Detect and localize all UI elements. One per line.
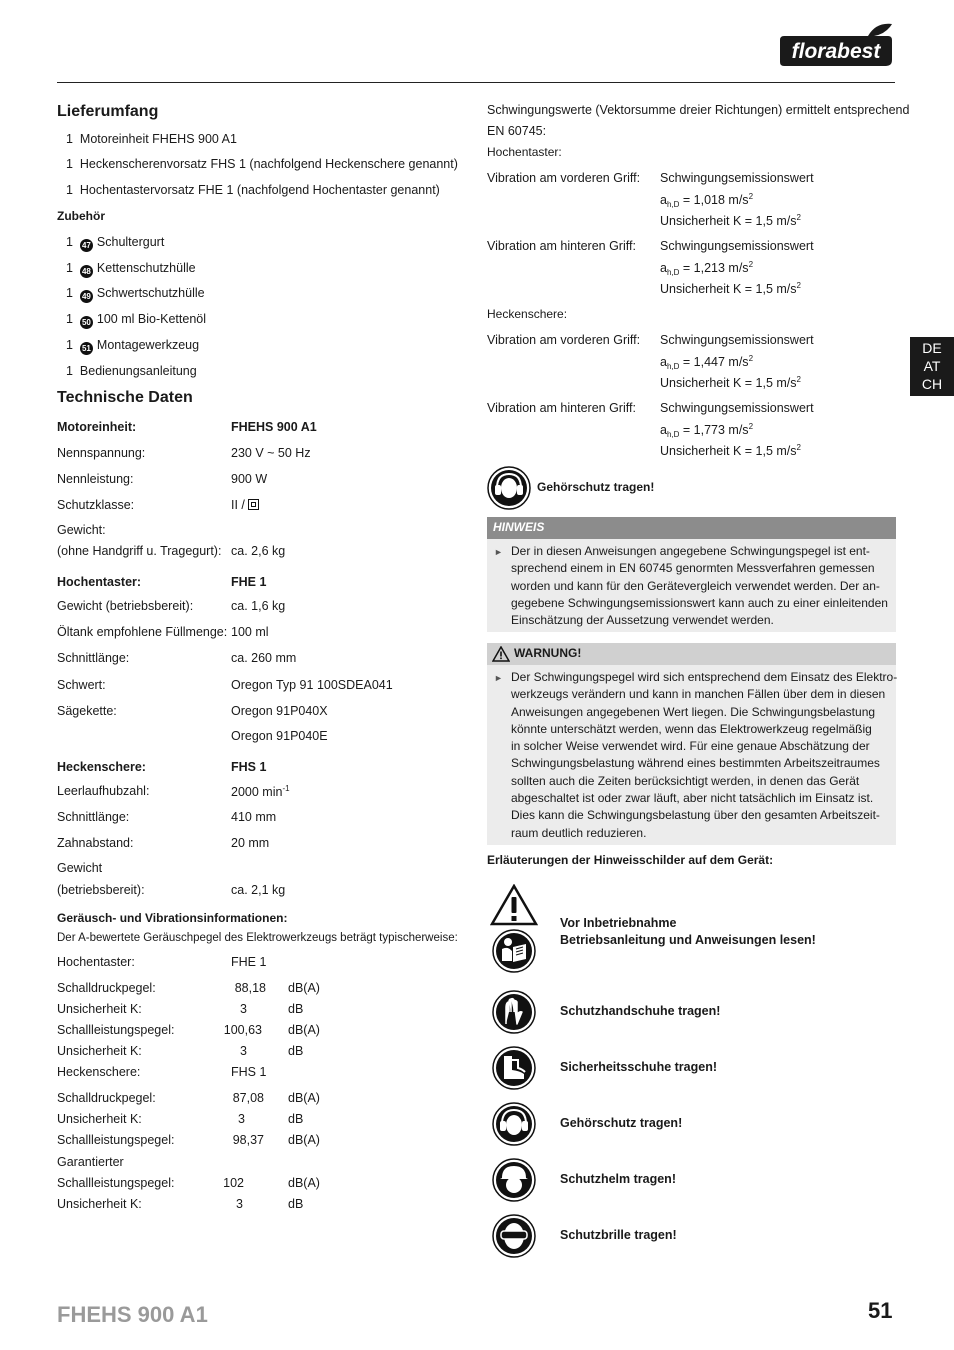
read-manual-icon — [492, 929, 536, 973]
spec-key: Gewicht (betriebsbereit): — [57, 599, 194, 613]
spec-key: Schutzklasse: — [57, 498, 135, 512]
bullet-arrow-icon: ► — [494, 547, 503, 557]
logo-text: florabest — [791, 40, 881, 63]
noise-unit: dB — [288, 1112, 304, 1126]
noise-key: Schallleistungspegel: — [57, 1023, 175, 1037]
helmet-icon — [492, 1158, 536, 1202]
noise-number: 3 — [240, 1044, 247, 1058]
list-item: 1 47 Schultergurt — [66, 235, 165, 250]
spec-key: Leerlaufhubzahl: — [57, 784, 150, 798]
item-number-badge: 48 — [80, 265, 93, 278]
header-rule — [57, 82, 895, 83]
gloves-label: Schutzhandschuhe tragen! — [560, 1004, 721, 1018]
spec-value: Oregon 91P040X — [231, 704, 328, 718]
noise-number: 100,63 — [223, 1023, 262, 1037]
item-number-badge: 51 — [80, 342, 93, 355]
noise-key: Unsicherheit K: — [57, 1112, 142, 1126]
vibration-uncertainty: Unsicherheit K = 1,5 $m/s^2$ — [660, 375, 801, 390]
spec-value: 410 mm — [231, 810, 277, 824]
spec-key: Zahnabstand: — [57, 836, 134, 850]
noise-number: 3 — [236, 1197, 243, 1211]
spec-value: 230 V ~ 50 Hz — [231, 446, 311, 460]
ears-label: Gehörschutz tragen! — [560, 1116, 683, 1130]
noise-key: Schalldruckpegel: — [57, 1091, 156, 1105]
spec-key: Schwert: — [57, 678, 106, 692]
boots-label: Sicherheitsschuhe tragen! — [560, 1060, 717, 1074]
spec-key: Schnittlänge: — [57, 651, 130, 665]
spec-value: Oregon Typ 91 100SDEA041 — [231, 678, 393, 692]
vibration-intro-2: EN 60745: — [487, 124, 547, 138]
list-item: 1 Heckenscherenvorsatz FHS 1 (nachfolgend Heckenschere genannt) — [66, 157, 458, 171]
spec-key: Nennspannung: — [57, 446, 146, 460]
vibration-intro: Schwingungswerte (Vektorsumme dreier Richtungen) ermittelt entsprechend — [487, 103, 910, 117]
spec-value: 100 ml — [231, 625, 269, 639]
spec-key: Schnittlänge: — [57, 810, 130, 824]
fhe-label: Hochentaster: — [57, 575, 142, 589]
noise-section-value: FHE 1 — [231, 955, 267, 969]
item-number-badge: 47 — [80, 239, 93, 252]
lieferumfang-title: Lieferumfang — [57, 103, 159, 120]
noise-key: Garantierter — [57, 1155, 124, 1169]
vibration-uncertainty: Unsicherheit K = 1,5 $m/s^2$ — [660, 443, 801, 458]
item-number-badge: 50 — [80, 316, 93, 329]
ear-protection-icon — [487, 466, 531, 510]
noise-unit: dB — [288, 1044, 304, 1058]
language-tab — [910, 337, 954, 396]
noise-number: 87,08 — [232, 1091, 264, 1105]
noise-key: Schallleistungspegel: — [57, 1176, 175, 1190]
list-item: 1 Bedienungsanleitung — [66, 364, 197, 378]
motor-value: FHEHS 900 A1 — [231, 420, 317, 434]
warnung-title: WARNUNG! — [514, 646, 582, 660]
signs-title: Erläuterungen der Hinweisschilder auf dem Gerät: — [487, 853, 774, 867]
ear-protection-label: Gehörschutz tragen! — [537, 480, 655, 494]
list-item: 1 50 100 ml Bio-Kettenöl — [66, 312, 206, 327]
list-item: 1 48 Kettenschutzhülle — [66, 261, 196, 276]
spec-value: ca. 2,1 kg — [231, 883, 286, 897]
technische-daten-title: Technische Daten — [57, 389, 193, 406]
vibration-label: Schwingungsemissionswert — [660, 333, 814, 347]
read-manual-label-1: Vor Inbetriebnahme — [560, 916, 677, 930]
protection-class-icon — [248, 499, 259, 510]
fhe-value: FHE 1 — [231, 575, 267, 589]
hinweis-text: Der in diesen Anweisungen angegebene Schwingungspegel ist ent- sprechend einem in EN 60745 genormten Messverfahren gemessen worden und kann für den Gerätevergleich verwendet werden. Der an- gegebene Schwingungsemissionswert kann auch zu einer einleitenden Einschätzung der Aussetzung verwendet werden. — [511, 544, 888, 628]
warning-triangle-icon — [492, 646, 510, 662]
noise-key: Unsicherheit K: — [57, 1044, 142, 1058]
noise-section-label: Heckenschere: — [57, 1065, 141, 1079]
noise-key: Unsicherheit K: — [57, 1002, 142, 1016]
page-number: 51 — [868, 1298, 893, 1323]
vibration-label: Schwingungsemissionswert — [660, 401, 814, 415]
vibration-label: Schwingungsemissionswert — [660, 171, 814, 185]
lang-at: AT — [923, 358, 941, 374]
footer-model: FHEHS 900 A1 — [57, 1302, 208, 1327]
noise-unit: dB(A) — [288, 981, 320, 995]
item-number-badge: 49 — [80, 290, 93, 303]
noise-number: 88,18 — [234, 981, 266, 995]
noise-title: Geräusch- und Vibrationsinformationen: — [57, 911, 288, 925]
vibration-section: Heckenschere: — [487, 307, 568, 321]
vibration-location: Vibration am hinteren Griff: — [487, 239, 636, 253]
spec-key: Öltank empfohlene Füllmenge: — [57, 625, 228, 639]
fhs-label: Heckenschere: — [57, 760, 146, 774]
list-item: 1 Hochentastervorsatz FHE 1 (nachfolgend Hochentaster genannt) — [66, 183, 440, 197]
spec-value: 900 W — [231, 472, 268, 486]
vibration-location: Vibration am vorderen Griff: — [487, 333, 641, 347]
vibration-uncertainty: Unsicherheit K = 1,5 $m/s^2$ — [660, 213, 801, 228]
spec-key: (betriebsbereit): — [57, 883, 145, 897]
vibration-location: Vibration am hinteren Griff: — [487, 401, 636, 415]
spec-value: ca. 2,6 kg — [231, 544, 286, 558]
zubehoer-title: Zubehör — [57, 209, 105, 223]
spec-key: Nennleistung: — [57, 472, 134, 486]
vibration-value: $a_{h,D} = 1,213$ $m/s^2$ — [660, 260, 754, 277]
noise-section-value: FHS 1 — [231, 1065, 267, 1079]
noise-unit: dB — [288, 1002, 304, 1016]
spec-value: Oregon 91P040E — [231, 729, 328, 743]
goggles-label: Schutzbrille tragen! — [560, 1228, 677, 1242]
vibration-label: Schwingungsemissionswert — [660, 239, 814, 253]
noise-unit: dB(A) — [288, 1176, 320, 1190]
list-item: 1 49 Schwertschutzhülle — [66, 286, 205, 301]
vibration-location: Vibration am vorderen Griff: — [487, 171, 641, 185]
spec-value: II / — [231, 498, 259, 512]
noise-number: 102 — [223, 1176, 244, 1190]
noise-unit: dB(A) — [288, 1133, 320, 1147]
noise-number: 3 — [238, 1112, 245, 1126]
helmet-label: Schutzhelm tragen! — [560, 1172, 676, 1186]
noise-unit: dB(A) — [288, 1023, 320, 1037]
noise-section-label: Hochentaster: — [57, 955, 135, 969]
hinweis-header — [487, 517, 896, 539]
spec-value: 2000 $\min^{-1}$ — [231, 784, 290, 799]
noise-number: 98,37 — [232, 1133, 264, 1147]
spec-value: 20 mm — [231, 836, 270, 850]
spec-key: Sägekette: — [57, 704, 117, 718]
vibration-value: $a_{h,D} = 1,773$ $m/s^2$ — [660, 422, 754, 439]
lang-de: DE — [922, 340, 942, 356]
warnung-header — [487, 643, 896, 665]
bullet-arrow-icon: ► — [494, 673, 503, 683]
warnung-text: Der Schwingungspegel wird sich entsprechend dem Einsatz des Elektro- werkzeugs verändern und kann in manchen Fällen über dem in diesen Anweisungen angegebenen Wert liegen. Die Schwingungsbelastung könnte unterschätzt werden, wenn das Elektrowerkzeug regelmäßig in solcher Weise verwendet wird. Für eine genaue Abschätzung der Schwingungsbelastung während eines bestimmten Arbeitszeitraumes sollten auch die Zeiten berücksichtigt werden, in denen das Gerät abgeschaltet ist oder zwar läuft, aber nicht tatsächlich im Einsatz ist. Dies kann die Schwingungsbelastung über den gesamten Arbeitszeit- raum deutlich reduzieren. — [511, 670, 898, 840]
goggles-icon — [492, 1214, 536, 1258]
vibration-value: $a_{h,D} = 1,018$ $m/s^2$ — [660, 192, 754, 209]
spec-value: ca. 260 mm — [231, 651, 297, 665]
noise-unit: dB — [288, 1197, 304, 1211]
noise-key: Unsicherheit K: — [57, 1197, 142, 1211]
noise-unit: dB(A) — [288, 1091, 320, 1105]
motor-label: Motoreinheit: — [57, 420, 137, 434]
list-item: 1 51 Montagewerkzeug — [66, 338, 200, 353]
spec-key: Gewicht — [57, 861, 103, 875]
vibration-uncertainty: Unsicherheit K = 1,5 $m/s^2$ — [660, 281, 801, 296]
ear-protection-sign-icon — [492, 1102, 536, 1146]
noise-key: Schallleistungspegel: — [57, 1133, 175, 1147]
read-manual-label-2: Betriebsanleitung und Anweisungen lesen! — [560, 933, 816, 947]
florabest-logo — [776, 22, 894, 68]
spec-key: Gewicht: — [57, 523, 106, 537]
noise-intro: Der A-bewertete Geräuschpegel des Elektrowerkzeugs beträgt typischerweise: — [57, 932, 458, 944]
spec-value: ca. 1,6 kg — [231, 599, 286, 613]
fhs-value: FHS 1 — [231, 760, 267, 774]
vibration-value: $a_{h,D} = 1,447$ $m/s^2$ — [660, 354, 754, 371]
noise-key: Schalldruckpegel: — [57, 981, 156, 995]
spec-key: (ohne Handgriff u. Tragegurt): — [57, 544, 222, 558]
gloves-icon — [492, 990, 536, 1034]
warning-sign-icon — [490, 884, 538, 926]
vibration-section: Hochentaster: — [487, 145, 562, 159]
list-item: 1 Motoreinheit FHEHS 900 A1 — [66, 132, 237, 146]
noise-number: 3 — [240, 1002, 247, 1016]
hinweis-title: HINWEIS — [493, 520, 545, 534]
safety-boots-icon — [492, 1046, 536, 1090]
lang-ch: CH — [921, 376, 943, 392]
